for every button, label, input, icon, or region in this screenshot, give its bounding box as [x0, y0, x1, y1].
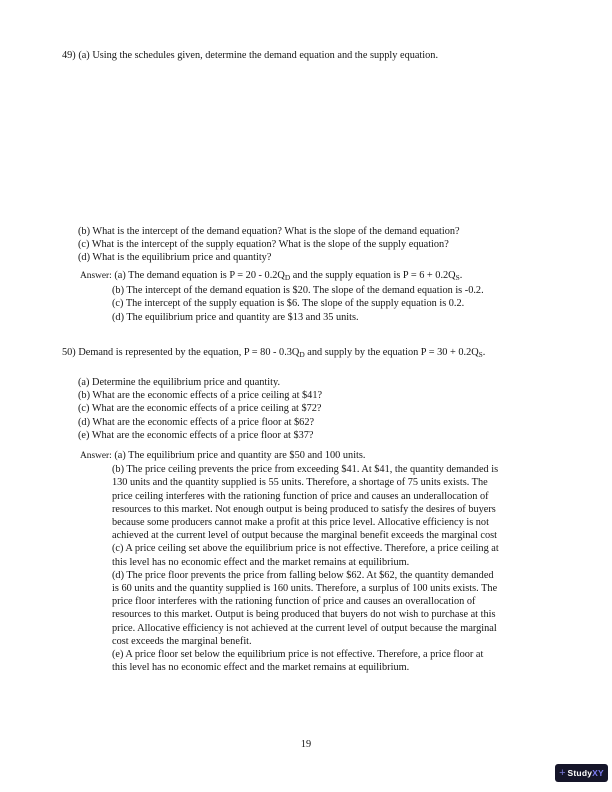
subscript: D	[284, 273, 291, 282]
question-prompt: (a) Using the schedules given, determine the demand equation and the supply equation.	[78, 50, 439, 61]
question-part: (a) Determine the equilibrium price and quantity.	[78, 377, 281, 388]
question-50-answer	[80, 449, 499, 674]
question-part: (b) What is the intercept of the demand equation? What is the slope of the demand equation?	[78, 226, 460, 237]
answer-line: 130 units and the quantity supplied is 55 units. Therefore, a shortage of 75 units exists. The	[112, 477, 488, 489]
answer-line: (b) The intercept of the demand equation is $20. The slope of the demand equation is -0.2.	[112, 285, 484, 297]
question-part: (d) What are the economic effects of a price floor at $62?	[78, 416, 315, 428]
answer-line: resources to this market. Not enough output is being produced to satisfy the desires of buyers	[112, 503, 496, 515]
plus-icon: +	[559, 766, 566, 779]
answer-line: this level has no economic effect and the market remains at equilibrium.	[112, 556, 410, 568]
subscript: S	[478, 350, 483, 359]
question-50-prompt-line	[62, 346, 485, 361]
question-part: (d) What is the equilibrium price and quantity?	[78, 252, 272, 264]
answer-label: Answer:	[80, 271, 112, 281]
brand-name: StudyXY	[567, 767, 604, 778]
answer-line: (d) The price floor prevents the price from falling below $62. At $62, the quantity demanded	[112, 569, 494, 581]
answer-text: (a) The equilibrium price and quantity are $50 and 100 units.	[114, 450, 366, 461]
answer-line: price. Allocative efficiency is not achieved at the current level of output because the marginal	[112, 622, 497, 634]
question-number: 50)	[62, 347, 76, 358]
answer-line: (e) A price floor set below the equilibrium price is not effective. Therefore, a price floor at	[112, 649, 484, 661]
question-49-parts	[78, 225, 460, 265]
answer-line: achieved at the current level of output because the marginal benefit exceeds the marginal cost	[112, 530, 498, 542]
question-50-parts	[78, 376, 322, 442]
answer-line: price ceiling interferes with the rationing function of price and causes an underallocation of	[112, 490, 489, 502]
answer-line: is 60 units and the quantity supplied is 160 units. Therefore, a surplus of 100 units exists. The	[112, 583, 498, 595]
answer-label: Answer:	[80, 451, 112, 461]
answer-line: (c) The intercept of the supply equation is $6. The slope of the supply equation is 0.2.	[112, 298, 465, 310]
subscript: D	[299, 350, 305, 359]
answer-line: (b) The price ceiling prevents the price from exceeding $41. At $41, the quantity demanded is	[112, 464, 499, 476]
question-prompt: Demand is represented by the equation, $P = 80 - 0.3Q_D$ and supply by the equation $P = 30 + 0.2Q_S$.	[78, 347, 486, 359]
page-number: 19	[300, 739, 312, 750]
question-number: 49)	[62, 50, 76, 61]
answer-line: this level has no economic effect and the market remains at equilibrium.	[112, 662, 410, 674]
question-49-prompt-line	[62, 49, 438, 62]
answer-line: (d) The equilibrium price and quantity are $13 and 35 units.	[112, 311, 359, 323]
answer-line	[80, 269, 484, 284]
subscript: S	[455, 273, 460, 282]
question-part: (b) What are the economic effects of a price ceiling at $41?	[78, 390, 323, 402]
answer-line	[80, 449, 499, 463]
answer-line: cost exceeds the marginal benefit.	[112, 635, 252, 647]
brand-badge	[555, 764, 608, 782]
answer-line: (c) A price ceiling set above the equilibrium price is not effective. Therefore, a price ceiling at	[112, 543, 499, 555]
question-part: (c) What are the economic effects of a price ceiling at $72?	[78, 403, 322, 415]
answer-line: because some producers cannot make a profit at this price level. Allocative efficiency is not	[112, 517, 489, 529]
answer-line: resources to this market. Output is being produced that buyers do not wish to purchase at this	[112, 609, 496, 621]
question-49-answer	[80, 269, 484, 324]
question-part: (c) What is the intercept of the supply equation? What is the slope of the supply equation?	[78, 239, 449, 251]
answer-line: price floor interferes with the rationing function of price and causes an overallocation of	[112, 596, 476, 608]
question-part: (e) What are the economic effects of a price floor at $37?	[78, 429, 314, 441]
answer-text: (a) The demand equation is $P = 20 - 0.2Q_D$ and the supply equation is $P = 6 + 0.2Q_S$.	[114, 270, 463, 282]
